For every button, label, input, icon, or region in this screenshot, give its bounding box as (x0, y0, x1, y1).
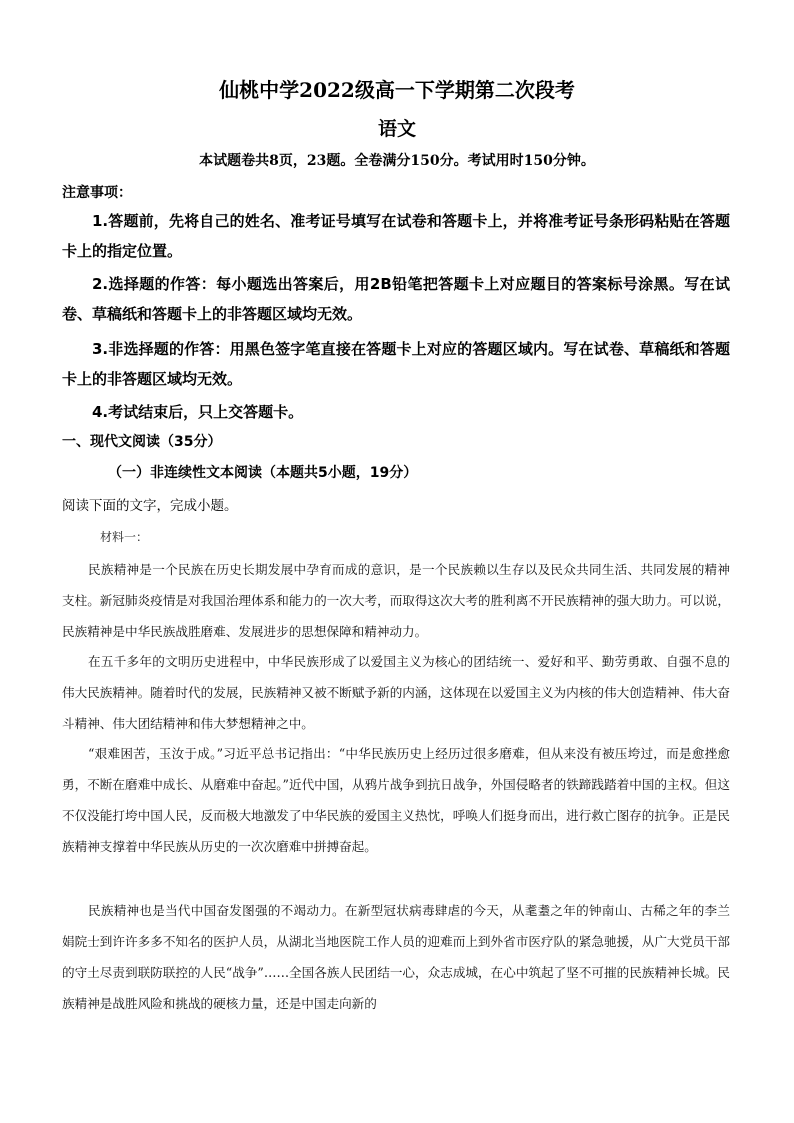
subject-title: 语文 (377, 118, 416, 140)
material-paragraph: 民族精神也是当代中国奋发图强的不竭动力。在新型冠状病毒肆虐的今天，从耄耋之年的钟南山、古稀之年的李兰娟院士到许许多多不知名的医护人员，从湖北当地医院工作人员的迎难而上到外省市医疗队的紧急驰援，从广大党员干部的守土尽责到联防联控的人民“战争”……全国各族人民团结一心，众志成城，在心中筑起了坚不可摧的民族精神长城。民族精神是战胜风险和挑战的硬核力量，还是中国走向新的 (62, 903, 730, 1011)
note-item-4: 4.考试结束后，只上交答题卡。 (92, 403, 304, 421)
section-title: 一、现代文阅读（35分） (62, 434, 222, 450)
material-paragraph: “艰难困苦，玉汝于成。”习近平总书记指出：“中华民族历史上经历过很多磨难，但从来没有被压垮过，而是愈挫愈勇，不断在磨难中成长、从磨难中奋起。”近代中国，从鸦片战争到抗日战争，外国侵略者的铁蹄践踏着中国的主权。但这不仅没能打垮中国人民，反而极大地激发了中华民族的爱国主义热忱，呼唤人们挺身而出，进行救亡图存的抗争。正是民族精神支撑着中华民族从历史的一次次磨难中拼搏奋起。 (62, 746, 730, 854)
exam-info: 本试题卷共8页，23题。全卷满分150分。考试用时150分钟。 (199, 153, 595, 169)
material-label: 材料一： (100, 530, 149, 544)
section-subtitle: （一）非连续性文本阅读（本题共5小题，19分） (108, 465, 418, 481)
note-item-3: 3.非选择题的作答：用黑色签字笔直接在答题卡上对应的答题区域内。写在试卷、草稿纸和答题卡上的非答题区域均无效。 (62, 340, 730, 388)
notes-heading: 注意事项： (62, 185, 132, 201)
note-item-1: 1.答题前，先将自己的姓名、准考证号填写在试卷和答题卡上，并将准考证号条形码粘贴在答题卡上的指定位置。 (62, 212, 730, 260)
exam-title: 仙桃中学2022级高一下学期第二次段考 (219, 78, 575, 102)
material-paragraph: 在五千多年的文明历史进程中，中华民族形成了以爱国主义为核心的团结统一、爱好和平、勤劳勇敢、自强不息的伟大民族精神。随着时代的发展，民族精神又被不断赋予新的内涵，这体现在以爱国主义为内核的伟大创造精神、伟大奋斗精神、伟大团结精神和伟大梦想精神之中。 (62, 654, 730, 731)
material-paragraph: 民族精神是一个民族在历史长期发展中孕育而成的意识，是一个民族赖以生存以及民众共同生活、共同发展的精神支柱。新冠肺炎疫情是对我国治理体系和能力的一次大考，而取得这次大考的胜利离不开民族精神的强大助力。可以说，民族精神是中华民族战胜磨难、发展进步的思想保障和精神动力。 (62, 562, 730, 639)
note-item-2: 2.选择题的作答：每小题选出答案后，用2B铅笔把答题卡上对应题目的答案标号涂黑。写在试卷、草稿纸和答题卡上的非答题区域均无效。 (62, 275, 730, 323)
reading-instruction: 阅读下面的文字，完成小题。 (62, 498, 238, 514)
